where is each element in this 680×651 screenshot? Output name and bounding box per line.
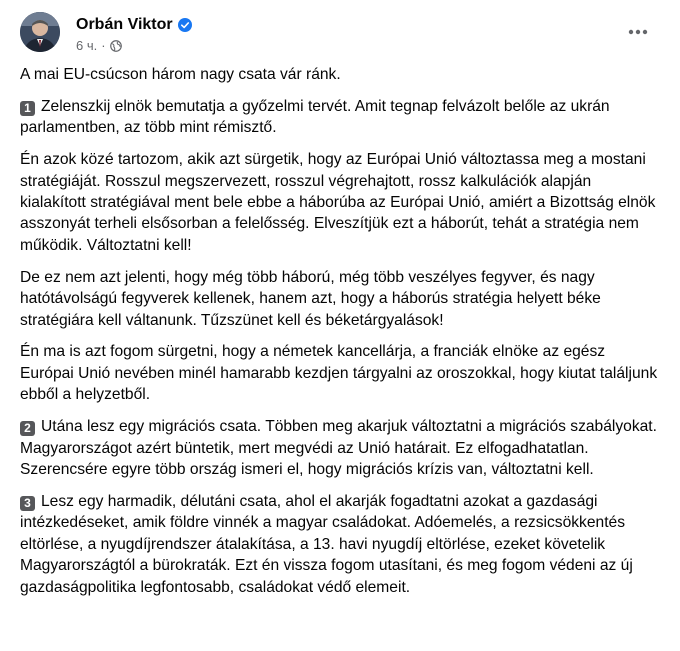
author-name-row <box>76 14 192 36</box>
author-name[interactable]: Orbán Viktor <box>76 16 173 33</box>
avatar-photo-icon <box>20 12 60 52</box>
number-2-icon: 2 <box>20 421 35 436</box>
post-paragraph-2: Én azok közé tartozom, akik azt sürgetik, hogy az Európai Unió változtassa meg a mostani stratégiáját. Rosszul megszervezett, rosszul végrehajtott, rossz kalkulációk alapján kialakított stratégiával ment bele ebbe a háborúba az Európai Unió, amiért a Bizottság elnök asszonyát terheli elsősorban a felelősség. Elveszítjük ezt a háborút, tehát a stratégia nem működik. Változtatni kell! <box>20 151 656 254</box>
avatar[interactable] <box>20 12 60 52</box>
paragraph-5-text: Utána lesz egy migrációs csata. Többen meg akarjuk változtatni a migrációs szabályokat. Magyarországot azért büntetik, mert megvédi az Unió határait. Ez elfogadhatatlan. Szerencsére egyre több ország ismeri el, hogy migrációs krízis van, változtatni kell. <box>20 418 657 478</box>
post-meta <box>76 38 122 54</box>
post-paragraph-1 <box>20 96 660 139</box>
post-header <box>20 8 660 60</box>
post-timestamp[interactable]: 6 ч. <box>76 38 98 53</box>
post-paragraph-3: De ez nem azt jelenti, hogy még több háború, még több veszélyes fegyver, és nagy hatótávolságú fegyverek kellenek, hanem azt, hogy a háborús stratégia helyett béke stratégiára kell váltanunk. Tűzszünet kell és béketárgyalások! <box>20 268 601 329</box>
post-text <box>20 64 660 608</box>
post-paragraph-6 <box>20 491 660 598</box>
post-paragraph-5 <box>20 416 660 480</box>
more-options-button[interactable] <box>624 18 652 46</box>
post-paragraph-intro: A mai EU-csúcson három nagy csata vár ránk. <box>20 66 341 83</box>
post-paragraph-4: Én ma is azt fogom sürgetni, hogy a németek kancellárja, a franciák elnöke az egész Európai Unió nevében minél hamarabb kezdjen tárgyalni az oroszokkal, hogy kiutat találjunk ebből a helyzetből. <box>20 343 658 404</box>
meta-separator: · <box>101 38 106 53</box>
number-1-icon: 1 <box>20 101 35 116</box>
paragraph-1-text: Zelenszkij elnök bemutatja a győzelmi tervét. Amit tegnap felvázolt belőle az ukrán parlamentben, az több mint rémisztő. <box>20 97 610 137</box>
globe-icon[interactable] <box>110 40 122 52</box>
verified-badge-icon <box>178 18 192 32</box>
number-3-icon: 3 <box>20 496 35 511</box>
more-options-icon <box>628 29 648 35</box>
paragraph-6-text: Lesz egy harmadik, délutáni csata, ahol el akarják fogadtatni azokat a gazdasági intézkedéseket, amik földre vinnék a magyar családokat. Adóemelés, a rezsicsökkentés eltörlése, a nyugdíjrendszer átalakítása, a 13. havi nyugdíj eltörlése, ezeket követelik Magyarországtól a bürokraták. Ezt én vissza fogom utasítani, és meg fogom védeni az új gazdaságpolitika legfontosabb, családokat védő elemeit. <box>20 492 633 596</box>
